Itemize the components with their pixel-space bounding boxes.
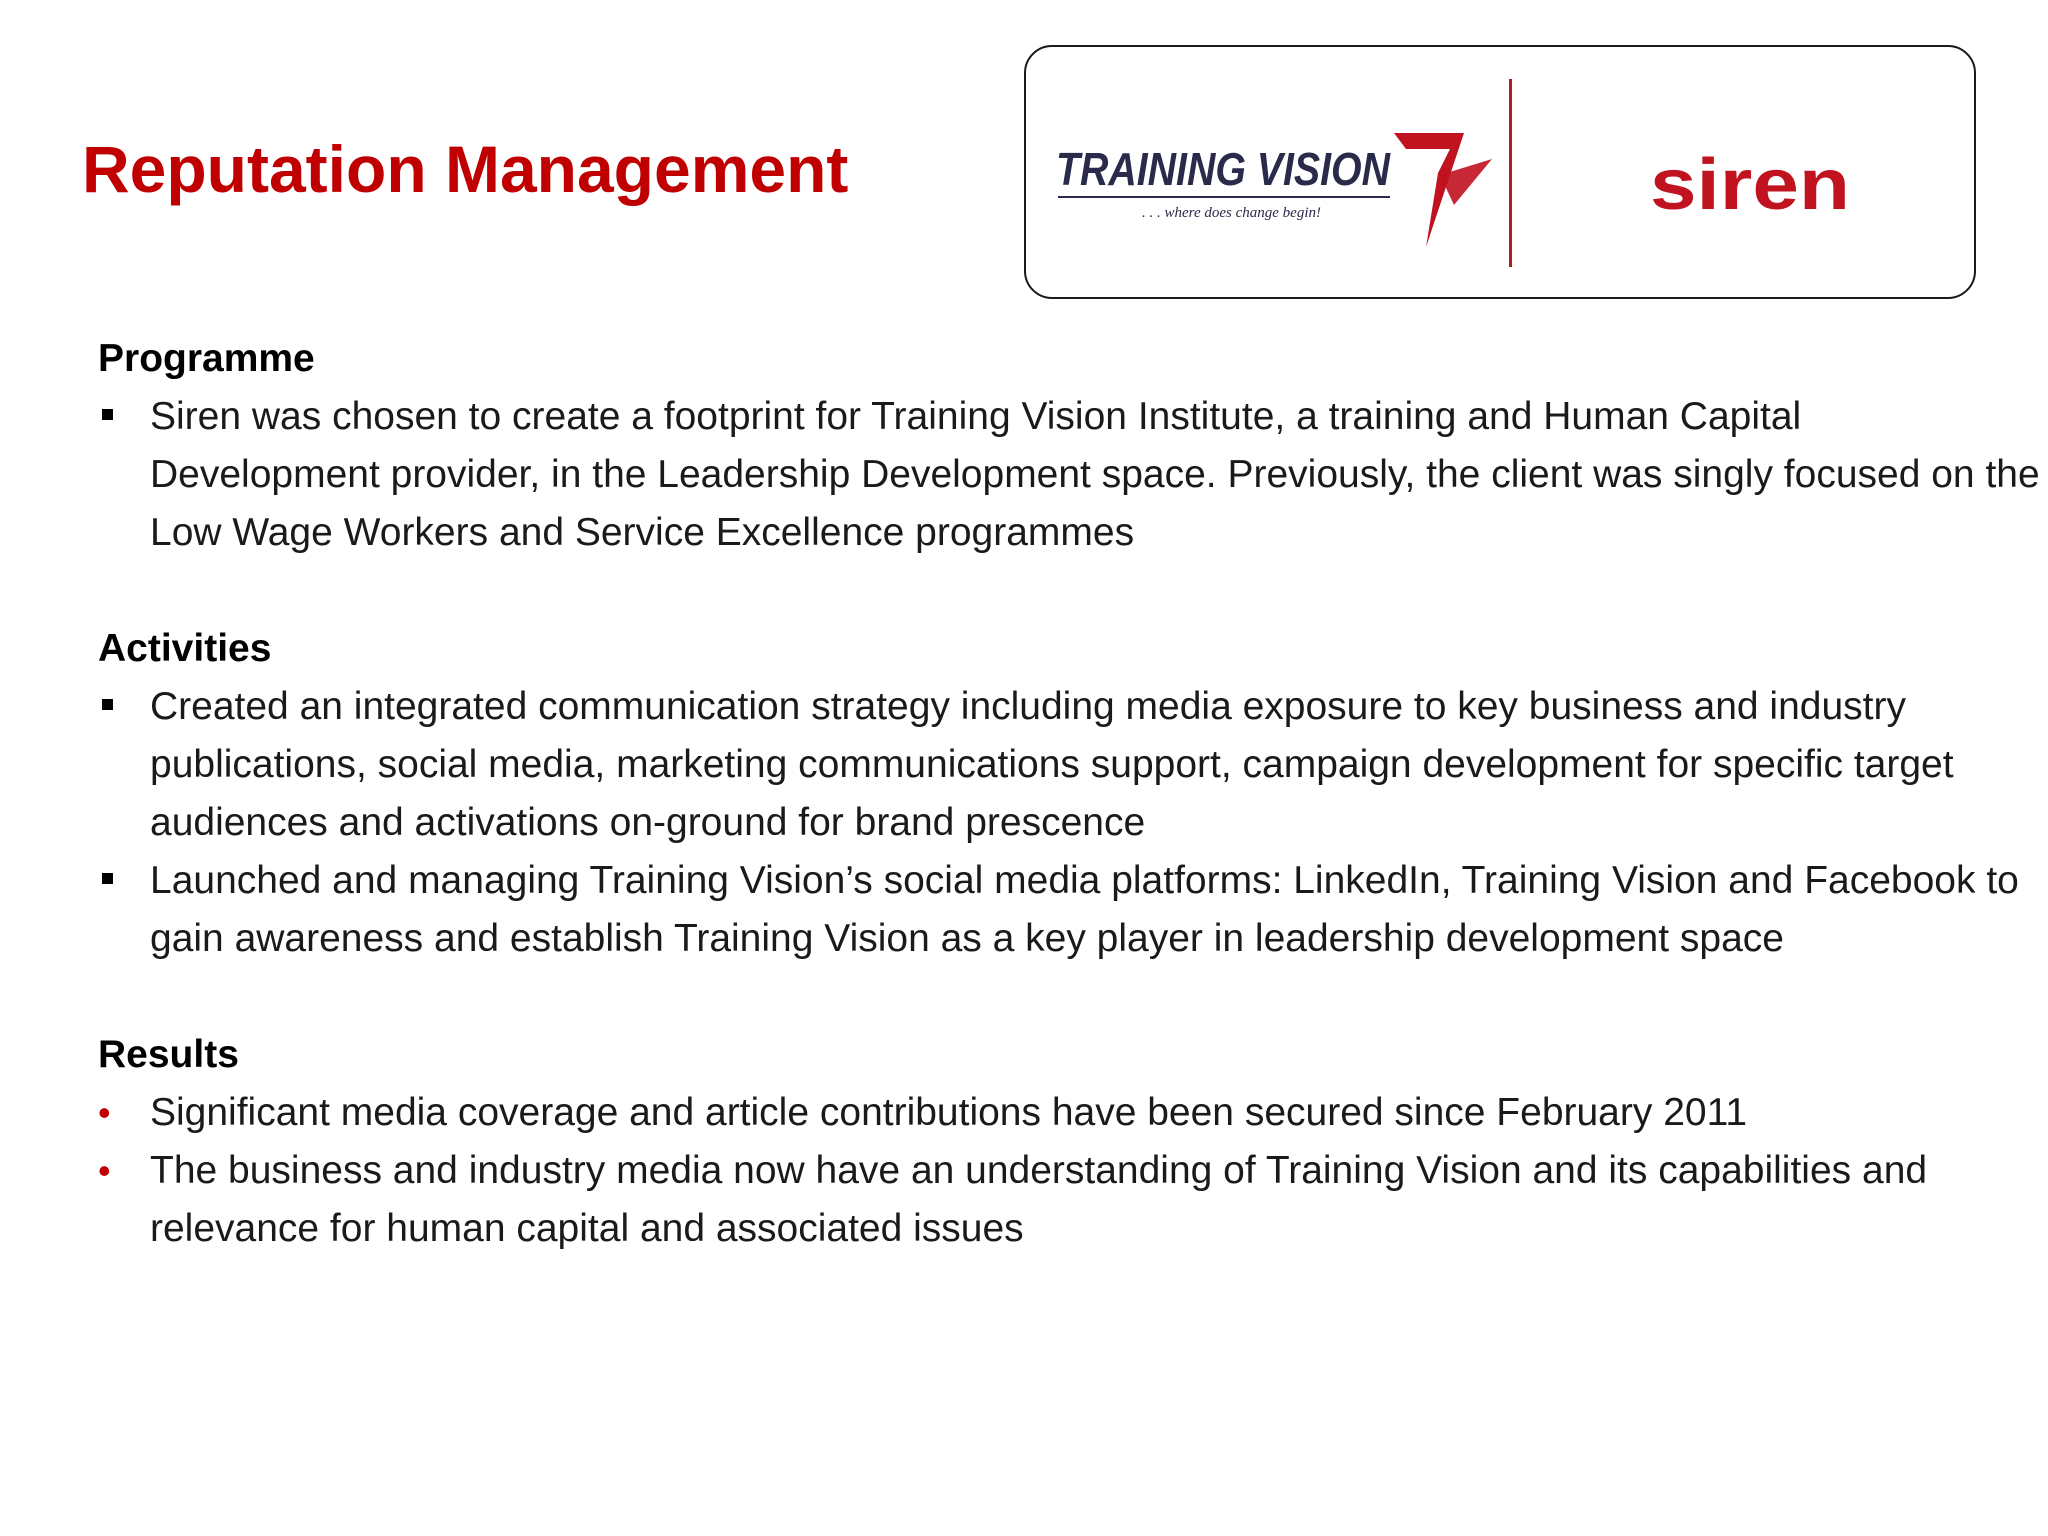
- square-bullet-icon: [102, 873, 113, 884]
- section-programme: [98, 330, 2040, 562]
- section-heading: Results: [98, 1033, 239, 1076]
- training-vision-logo-name: TRAINING VISION: [1056, 143, 1391, 195]
- square-bullet-icon: [102, 699, 113, 710]
- bullet-list: [98, 1084, 1978, 1258]
- list-item-text: Significant media coverage and article contributions have been secured since February 2011: [150, 1091, 1748, 1134]
- list-item: [98, 388, 2040, 562]
- spacer: [98, 562, 1978, 620]
- square-bullet-icon: [102, 409, 113, 420]
- siren-logo: [1648, 147, 1858, 227]
- bullet-list: [98, 678, 2019, 968]
- section-heading: Programme: [98, 337, 315, 380]
- logo-panel: [1024, 45, 1976, 299]
- list-item-text: The business and industry media now have an understanding of Training Vision and its capabilities and relevance for human capital and associated issues: [150, 1149, 1928, 1250]
- list-item-text: Siren was chosen to create a footprint for Training Vision Institute, a training and Human Capital Development provider, in the Leadership Development space. Previously, the client was singly focused on the Low Wage Workers and Service Excellence programmes: [150, 395, 2040, 554]
- list-item: [98, 678, 2040, 852]
- list-item: [98, 1084, 2040, 1142]
- list-item: [98, 1142, 2040, 1258]
- round-bullet-icon: •: [98, 1092, 111, 1133]
- training-vision-logo: [1054, 119, 1494, 249]
- section-results: [98, 1026, 1978, 1258]
- slide-body: [98, 330, 2040, 1258]
- bullet-list: [98, 388, 2040, 562]
- training-vision-logo-tagline: . . . where does change begin!: [1142, 205, 1321, 221]
- spacer: [98, 968, 1978, 1026]
- logo-divider: [1509, 79, 1512, 267]
- siren-logo-name: siren: [1650, 147, 1850, 225]
- round-bullet-icon: •: [98, 1150, 111, 1191]
- section-heading: Activities: [98, 627, 272, 670]
- slide-title: Reputation Management: [82, 132, 849, 206]
- list-item-text: Created an integrated communication strategy including media exposure to key business and industry publications, social media, marketing communications support, campaign development for specific target audiences and activations on-ground for brand prescence: [150, 685, 1954, 844]
- section-activities: [98, 620, 2019, 968]
- list-item: [98, 852, 2040, 968]
- list-item-text: Launched and managing Training Vision’s social media platforms: LinkedIn, Training Vision and Facebook to gain awareness and establish Training Vision as a key player in leadership development space: [150, 859, 2019, 960]
